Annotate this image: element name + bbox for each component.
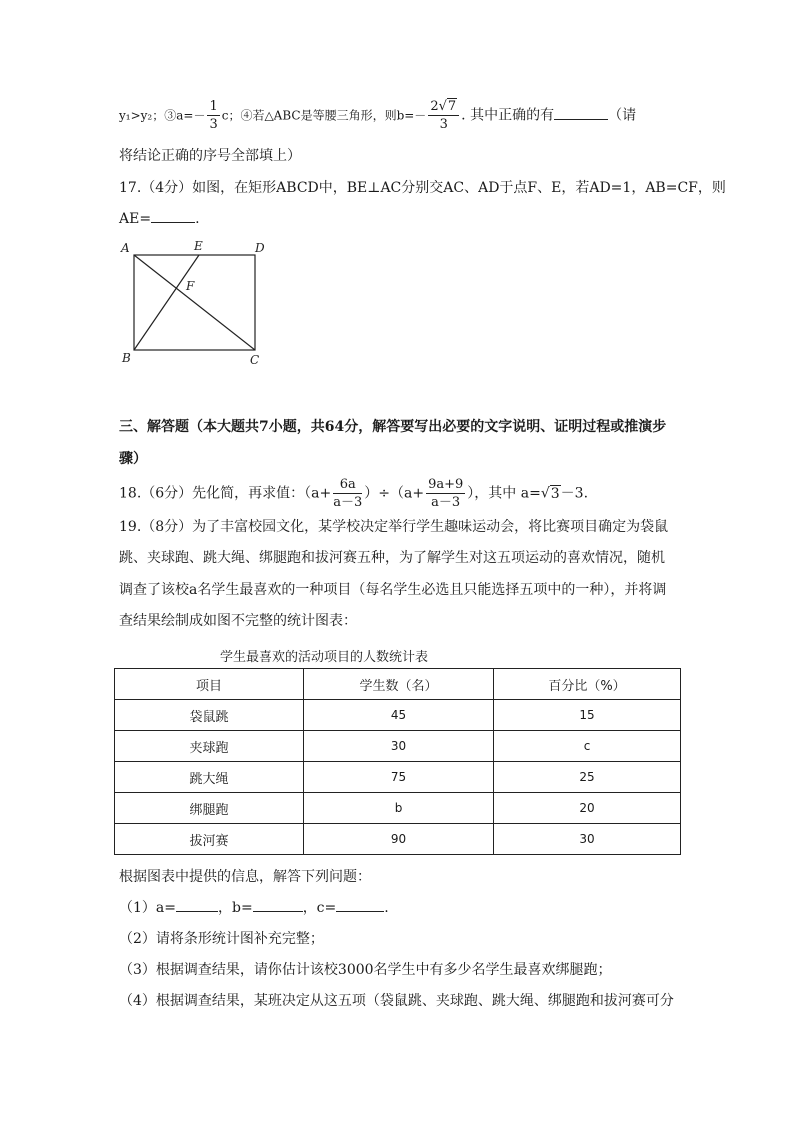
q1-c-label: ，c= bbox=[302, 900, 337, 916]
fraction-denominator: 3 bbox=[209, 117, 218, 132]
diagonal-ac bbox=[134, 255, 255, 350]
table-row bbox=[115, 731, 681, 762]
q1-period: . bbox=[384, 900, 389, 916]
q16-line2: 将结论正确的序号全部填上） bbox=[119, 148, 301, 164]
cell-item: 拔河赛 bbox=[115, 824, 304, 855]
q18-text-d: －3. bbox=[560, 485, 589, 502]
fraction-denominator: a－3 bbox=[333, 495, 363, 510]
label-f: F bbox=[186, 279, 195, 293]
cell-count: b bbox=[304, 793, 494, 824]
q17-line2 bbox=[119, 208, 200, 227]
statistics-table bbox=[114, 668, 681, 855]
q18-text-b: ）÷（a+ bbox=[364, 485, 425, 502]
table-title: 学生最喜欢的活动项目的人数统计表 bbox=[220, 650, 429, 665]
answer-blank bbox=[151, 208, 195, 223]
cell-count: 45 bbox=[304, 700, 494, 731]
q1-b-label: ，b= bbox=[217, 900, 253, 916]
q1-a-label: （1）a= bbox=[119, 900, 176, 916]
q17-ae-label: AE= bbox=[119, 211, 152, 227]
questions-intro: 根据图表中提供的信息，解答下列问题： bbox=[119, 869, 371, 885]
cell-percent: 25 bbox=[494, 762, 681, 793]
fraction-numerator: 2√7 bbox=[428, 100, 459, 116]
cell-count: 30 bbox=[304, 731, 494, 762]
radicand: 3 bbox=[550, 485, 560, 502]
table-header-row bbox=[115, 669, 681, 700]
cell-percent: c bbox=[494, 731, 681, 762]
q16-fraction-1 bbox=[207, 100, 219, 131]
q18-text-a: 18.（6分）先化简，再求值：（a+ bbox=[119, 485, 332, 502]
question-4: （4）根据调查结果，某班决定从这五项（袋鼠跳、夹球跑、跳大绳、绑腿跑和拔河赛可分 bbox=[119, 993, 674, 1009]
q16-text-d: （请 bbox=[608, 107, 637, 124]
table-row bbox=[115, 762, 681, 793]
q18-fraction-1 bbox=[333, 478, 362, 509]
answer-blank-a bbox=[176, 897, 218, 912]
rectangle-figure bbox=[110, 236, 270, 371]
cell-count: 75 bbox=[304, 762, 494, 793]
answer-blank-c bbox=[336, 897, 384, 912]
cell-percent: 30 bbox=[494, 824, 681, 855]
question-2: （2）请将条形统计图补充完整； bbox=[119, 931, 324, 947]
q18-text-c: ），其中 a= bbox=[467, 485, 541, 502]
table-row bbox=[115, 700, 681, 731]
q19-line1: 19.（8分）为了丰富校园文化，某学校决定举行学生趣味运动会，将比赛项目确定为袋鼠 bbox=[119, 519, 669, 535]
q18-fraction-2 bbox=[426, 478, 465, 509]
fraction-denominator: 3 bbox=[439, 117, 448, 132]
header-percent: 百分比（%） bbox=[494, 669, 681, 700]
segment-be bbox=[134, 255, 199, 350]
cell-percent: 20 bbox=[494, 793, 681, 824]
cell-percent: 15 bbox=[494, 700, 681, 731]
cell-item: 绑腿跑 bbox=[115, 793, 304, 824]
q18-line: 18.（6分）先化简，再求值：（a+ $\frac{6a}{a-3}$ ）÷（a+ $\frac{9a+9}{a-3}$ ），其中 a=√3－3. bbox=[119, 477, 589, 510]
radicand: 7 bbox=[447, 99, 457, 114]
question-1 bbox=[119, 897, 389, 917]
table-row bbox=[115, 793, 681, 824]
q16-line1 bbox=[119, 100, 636, 131]
q19-line2: 跳、夹球跑、跳大绳、绑腿跑和拔河赛五种，为了解学生对这五项运动的喜欢情况，随机 bbox=[119, 550, 665, 566]
coefficient: 2 bbox=[430, 99, 439, 114]
fraction-denominator: a－3 bbox=[431, 495, 461, 510]
label-a: A bbox=[121, 241, 130, 255]
cell-item: 跳大绳 bbox=[115, 762, 304, 793]
q19-line4: 查结果绘制成如图不完整的统计图表： bbox=[119, 613, 357, 629]
q16-text-a: y₁>y₂；③a=－ bbox=[119, 108, 206, 123]
section3-heading-line1: 三、解答题（本大题共7小题，共64分，解答要写出必要的文字说明、证明过程或推演步 bbox=[119, 419, 667, 435]
label-d: D bbox=[255, 241, 265, 255]
q16-text-c: . 其中正确的有 bbox=[461, 107, 555, 124]
label-e: E bbox=[194, 239, 203, 253]
label-b: B bbox=[122, 351, 131, 365]
q19-line3: 调查了该校a名学生最喜欢的一种项目（每名学生必选且只能选择五项中的一种），并将调 bbox=[119, 582, 667, 598]
cell-item: 夹球跑 bbox=[115, 731, 304, 762]
section3-heading-line2: 骤） bbox=[119, 451, 147, 467]
label-c: C bbox=[250, 353, 260, 367]
cell-count: 90 bbox=[304, 824, 494, 855]
q16-text-b: c；④若△ABC是等腰三角形，则b=－ bbox=[221, 108, 427, 123]
header-item: 项目 bbox=[115, 669, 304, 700]
q16-fraction-2 bbox=[428, 100, 459, 131]
fraction-numerator: 9a+9 bbox=[428, 477, 464, 492]
question-3: （3）根据调查结果，请你估计该校3000名学生中有多少名学生最喜欢绑腿跑； bbox=[119, 962, 612, 978]
answer-blank-b bbox=[253, 897, 303, 912]
fraction-numerator: 1 bbox=[209, 99, 218, 114]
q17-line1: 17.（4分）如图，在矩形ABCD中，BE⊥AC分别交AC、AD于点F、E，若AD=1，AB=CF，则 bbox=[119, 180, 726, 196]
table-row bbox=[115, 824, 681, 855]
fraction-numerator: 6a bbox=[333, 478, 362, 494]
cell-item: 袋鼠跳 bbox=[115, 700, 304, 731]
header-count: 学生数（名） bbox=[304, 669, 494, 700]
answer-blank bbox=[554, 105, 608, 120]
q17-period: . bbox=[195, 211, 200, 227]
